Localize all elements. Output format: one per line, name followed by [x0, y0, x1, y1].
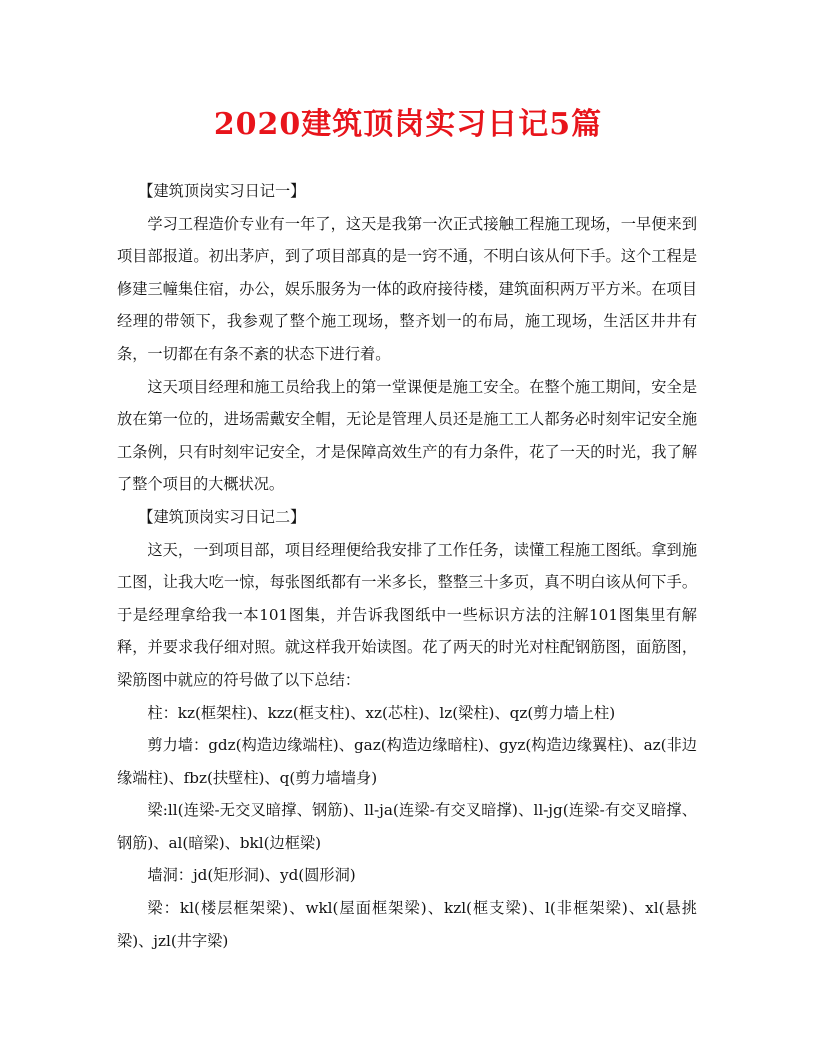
paragraph: 这天，一到项目部，项目经理便给我安排了工作任务，读懂工程施工图纸。拿到施工图，让我大吃一惊，每张图纸都有一米多长，整整三十多页，真不明白该从何下手。于是经理拿给我一本101图集，并告诉我图纸中一些标识方法的注解101图集里有解释，并要求我仔细对照。就这样我开始读图。花了两天的时光对柱配钢筋图，面筋图，梁筋图中就应的符号做了以下总结：: [117, 540, 697, 689]
document-title: 2020建筑顶岗实习日记5篇: [213, 107, 603, 142]
section-heading-diary-1: 【建筑顶岗实习日记一】: [138, 182, 306, 200]
wall-opening-notation-paragraph: 墙洞：jd(矩形洞)、yd(圆形洞): [147, 866, 356, 885]
beam-notation-paragraph: 梁:ll(连梁-无交叉暗撑、钢筋)、ll-ja(连梁-有交叉暗撑)、ll-jg(连梁-有交叉暗撑、钢筋)、al(暗梁)、bkl(边框梁): [117, 801, 697, 852]
paragraph: 学习工程造价专业有一年了，这天是我第一次正式接触工程施工现场，一早便来到项目部报道。初出茅庐，到了项目部真的是一窍不通，不明白该从何下手。这个工程是修建三幢集住宿，办公，娱乐服务为一体的政府接待楼，建筑面积两万平方米。在项目经理的带领下，我参观了整个施工现场，整齐划一的布局，施工现场，生活区井井有条，一切都在有条不紊的状态下进行着。: [117, 214, 697, 363]
column-notation-paragraph: 柱：kz(框架柱)、kzz(框支柱)、xz(芯柱)、lz(梁柱)、qz(剪力墙上柱): [147, 703, 616, 722]
beam-type-notation-paragraph: 梁：kl(楼层框架梁)、wkl(屋面框架梁)、kzl(框支梁)、l(非框架梁)、xl(悬挑梁)、jzl(井字梁): [117, 899, 697, 950]
document-body: [117, 175, 697, 957]
shear-wall-notation-paragraph: 剪力墙：gdz(构造边缘端柱)、gaz(构造边缘暗柱)、gyz(构造边缘翼柱)、az(非边缘端柱)、fbz(扶壁柱)、q(剪力墙墙身): [117, 736, 697, 787]
section-heading-diary-2: 【建筑顶岗实习日记二】: [138, 507, 306, 526]
paragraph: 这天项目经理和施工员给我上的第一堂课便是施工安全。在整个施工期间，安全是放在第一位的，进场需戴安全帽，无论是管理人员还是施工工人都务必时刻牢记安全施工条例，只有时刻牢记安全，才是保障高效生产的有力条件，花了一天的时光，我了解了整个项目的大概状况。: [117, 377, 697, 494]
